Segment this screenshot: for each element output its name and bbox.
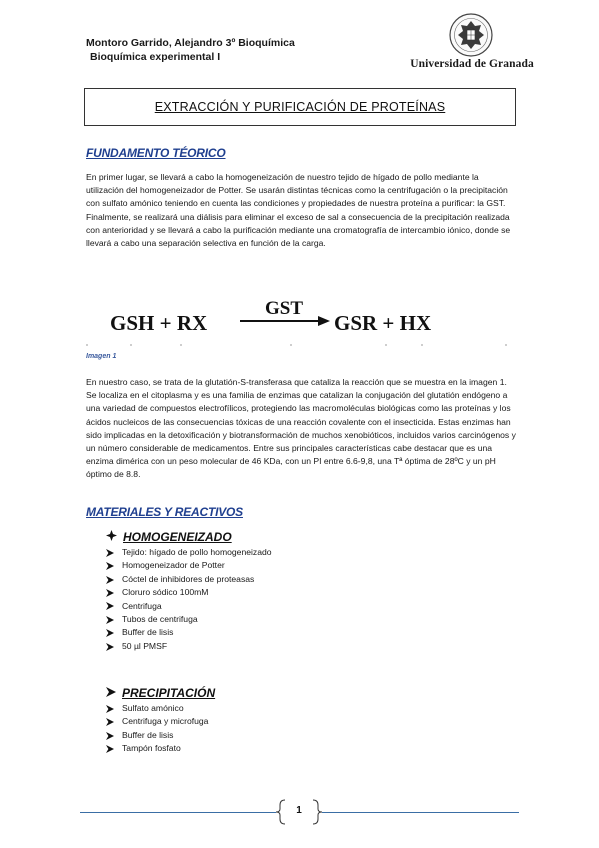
author-line: Montoro Garrido, Alejandro 3º Bioquímica <box>86 37 295 49</box>
list-item: Centrifuga <box>106 600 272 613</box>
reaction-equation <box>96 292 516 344</box>
list-item: Buffer de lisis <box>106 729 208 742</box>
title-box <box>84 88 516 126</box>
arrowhead-bullet-icon <box>106 643 122 651</box>
university-logo <box>410 12 534 76</box>
fundamento-heading: FUNDAMENTO TÉORICO <box>86 146 226 160</box>
arrowhead-bullet-icon <box>106 616 122 624</box>
footer-rule-right <box>322 812 519 813</box>
list-item: Tampón fosfato <box>106 742 208 755</box>
list-item: 50 µl PMSF <box>106 640 272 653</box>
list-item: Cloruro sódico 100mM <box>106 586 272 599</box>
homogeneizado-list <box>106 546 272 653</box>
arrowhead-bullet-icon <box>106 732 122 740</box>
precipitacion-label: PRECIPITACIÓN <box>122 686 216 700</box>
document-header <box>86 36 295 64</box>
list-item: Homogeneizador de Potter <box>106 559 272 572</box>
course-line: Bioquímica experimental I <box>90 51 221 63</box>
arrowhead-bullet-icon <box>106 629 122 637</box>
list-item: Tubos de centrifuga <box>106 613 272 626</box>
list-item: Centrifuga y microfuga <box>106 715 208 728</box>
arrowhead-bullet-icon <box>106 705 122 713</box>
equation-right: GSR + HX <box>334 311 432 335</box>
document-title: EXTRACCIÓN Y PURIFICACIÓN DE PROTEÍNAS <box>154 100 446 114</box>
list-item: Sulfato amónico <box>106 702 208 715</box>
arrowhead-bullet-icon <box>106 589 122 597</box>
list-item: Cóctel de inhibidores de proteasas <box>106 573 272 586</box>
arrowhead-bullet-icon <box>106 602 122 610</box>
footer-rule-left <box>80 812 276 813</box>
precipitacion-heading <box>106 686 215 700</box>
arrowhead-bullet-icon <box>106 576 122 584</box>
list-item: Tejido: hígado de pollo homogeneizado <box>106 546 272 559</box>
page-number-box <box>276 799 322 825</box>
equation-enzyme: GST <box>264 298 304 319</box>
gst-description-paragraph: En nuestro caso, se trata de la glutatión-S-transferasa que cataliza la reacción que se muestra en la imagen 1. Se localiza en el citoplasma y es una familia de enzimas que catalizan la conjugación del glutatión endógeno a una variedad de compuestos electrofílicos, protegiendo las macromoléculas biológicas como las proteínas y los ácidos nucleicos de las consecuencias tóxicas de una reacción covalente con el insecticida. Estas enzimas han sido implicadas en la detoxificación y biotransformación de muchos xenobióticos, incluidos varios carcinógenos y un número considerable de medicamentos. Entre sus principales características cabe destacar que es una enzima dimérica con un peso molecular de 46 KDa, con un PI entre 6.6-9,8, una Tª óptima de 28ºC y un pH óptimo de 8.8. <box>86 377 516 480</box>
list-item: Buffer de lisis <box>106 626 272 639</box>
university-name: Universidad de Granada <box>410 58 534 70</box>
university-seal-icon <box>446 12 496 58</box>
arrowhead-bullet-icon <box>106 549 122 557</box>
homogeneizado-label: HOMOGENEIZADO <box>123 530 232 544</box>
materiales-heading: MATERIALES Y REACTIVOS <box>86 505 243 519</box>
precipitacion-list <box>106 702 208 756</box>
fundamento-paragraph: En primer lugar, se llevará a cabo la homogeneización de nuestro tejido de hígado de pollo mediante la utilización del homogeneizador de Potter. Se usarán distintas técnicas como la centrifugación o la precipitación con sulfato amónico teniendo en cuenta las condiciones y propiedades de nuestra proteína a purificar: la GST. Finalmente, se realizará una diálisis para eliminar el exceso de sal a consecuencia de la precipitación realizada con anterioridad y se llevará a cabo la purificación mediante una cromatografía de intercambio iónico, donde se llevará a cabo una separación selectiva en función de la carga. <box>86 172 511 249</box>
arrowhead-bullet-icon <box>106 562 122 570</box>
page-number: 1 <box>296 805 302 816</box>
diamond-bullet-icon <box>106 530 117 544</box>
figure-caption: Imagen 1 <box>86 353 117 360</box>
equation-left: GSH + RX <box>110 311 208 335</box>
arrowhead-bullet-icon <box>106 718 122 726</box>
homogeneizado-heading <box>106 530 232 544</box>
arrowhead-bullet-icon <box>106 686 116 700</box>
arrowhead-bullet-icon <box>106 745 122 753</box>
equation-baseline-dots <box>86 343 518 347</box>
